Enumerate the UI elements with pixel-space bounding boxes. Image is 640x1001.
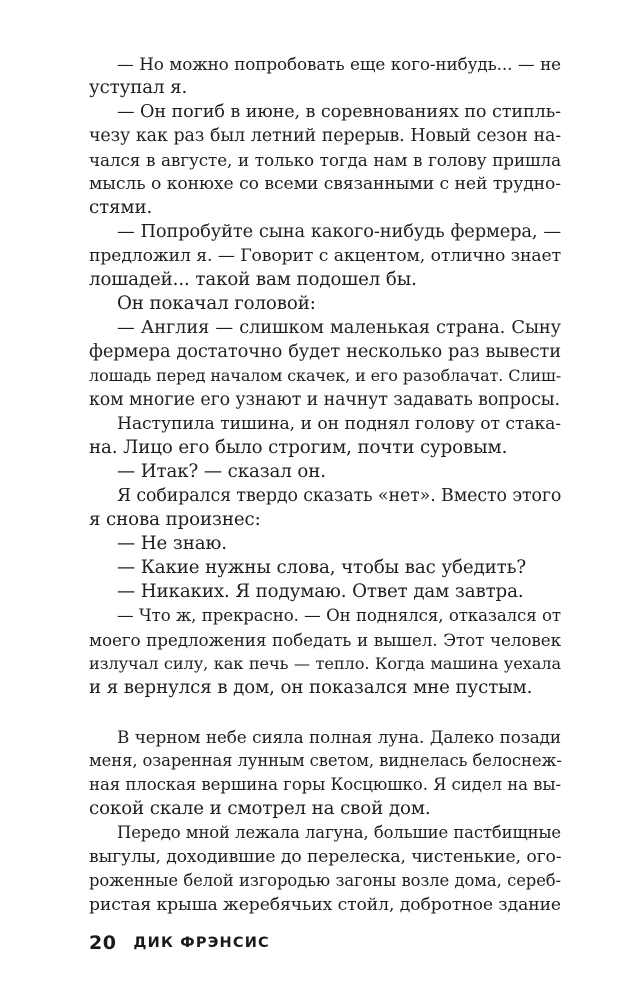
text-line: на. Лицо его было строгим, почти суровым. bbox=[89, 437, 508, 458]
text-line: лошадей... такой вам подошел бы. bbox=[89, 269, 417, 290]
text-line: предложил я. — Говорит с акцентом, отлично знает bbox=[89, 246, 561, 266]
text-line: — Никаких. Я подумаю. Ответ дам завтра. bbox=[117, 581, 524, 602]
text-line: излучал силу, как печь — тепло. Когда машина уехала bbox=[89, 654, 561, 673]
text-line: Наступила тишина, и он поднял голову от стака- bbox=[117, 414, 561, 434]
text-line: чался в августе, и только тогда нам в голову пришла bbox=[89, 150, 561, 170]
text-line: лошадь перед началом скачек, и его разоблачат. Слиш- bbox=[89, 366, 562, 385]
text-line: роженные белой изгородью загоны возле дома, сереб- bbox=[89, 871, 561, 890]
text-line: чезу как раз был летний перерыв. Новый сезон на- bbox=[89, 126, 561, 146]
text-line: я снова произнес: bbox=[89, 509, 261, 530]
text-line: ристая крыша жеребячьих стойл, добротное здание bbox=[89, 895, 561, 915]
text-line: — Итак? — сказал он. bbox=[117, 461, 326, 482]
text-line: мысль о конюхе со всеми связанными с ней трудно- bbox=[89, 174, 561, 194]
text-line: — Что ж, прекрасно. — Он поднялся, отказался от bbox=[117, 606, 561, 625]
text-line: В черном небе сияла полная луна. Далеко позади bbox=[117, 727, 561, 747]
text-line: — Но можно попробовать еще кого-нибудь... — не bbox=[117, 54, 561, 74]
text-line: — Англия — слишком маленькая страна. Сыну bbox=[117, 317, 561, 338]
text-line: — Попробуйте сына какого-нибудь фермера, — bbox=[117, 221, 561, 242]
text-line: и я вернулся в дом, он показался мне пустым. bbox=[89, 677, 533, 698]
text-line: выгулы, доходившие до перелеска, чистенькие, ого- bbox=[89, 847, 562, 867]
text-line: уступал я. bbox=[89, 77, 188, 98]
text-line: моего предложения победать и вышел. Этот человек bbox=[89, 630, 561, 650]
text-line: ком многие его узнают и начнут задавать вопросы. bbox=[89, 390, 560, 410]
page-footer bbox=[89, 932, 270, 960]
running-author: ДИК ФРЭНСИС bbox=[133, 935, 270, 951]
text-line: Передо мной лежала лагуна, большие пастбищные bbox=[117, 823, 561, 842]
text-line: Он покачал головой: bbox=[117, 293, 316, 314]
text-line: — Он погиб в июне, в соревнованиях по стипль- bbox=[117, 102, 561, 122]
text-line: — Не знаю. bbox=[117, 533, 227, 554]
page-number: 20 bbox=[89, 932, 117, 954]
text-line: меня, озаренная лунным светом, виднелась белоснеж- bbox=[89, 751, 562, 770]
text-line: сокой скале и смотрел на свой дом. bbox=[89, 798, 431, 819]
text-line: фермера достаточно будет несколько раз вывести bbox=[89, 341, 561, 362]
text-line: Я собирался твердо сказать «нет». Вместо этого bbox=[117, 486, 562, 506]
text-line: стями. bbox=[89, 197, 153, 218]
text-line: ная плоская вершина горы Косцюшко. Я сидел на вы- bbox=[89, 775, 561, 794]
text-line: — Какие нужны слова, чтобы вас убедить? bbox=[117, 557, 527, 578]
